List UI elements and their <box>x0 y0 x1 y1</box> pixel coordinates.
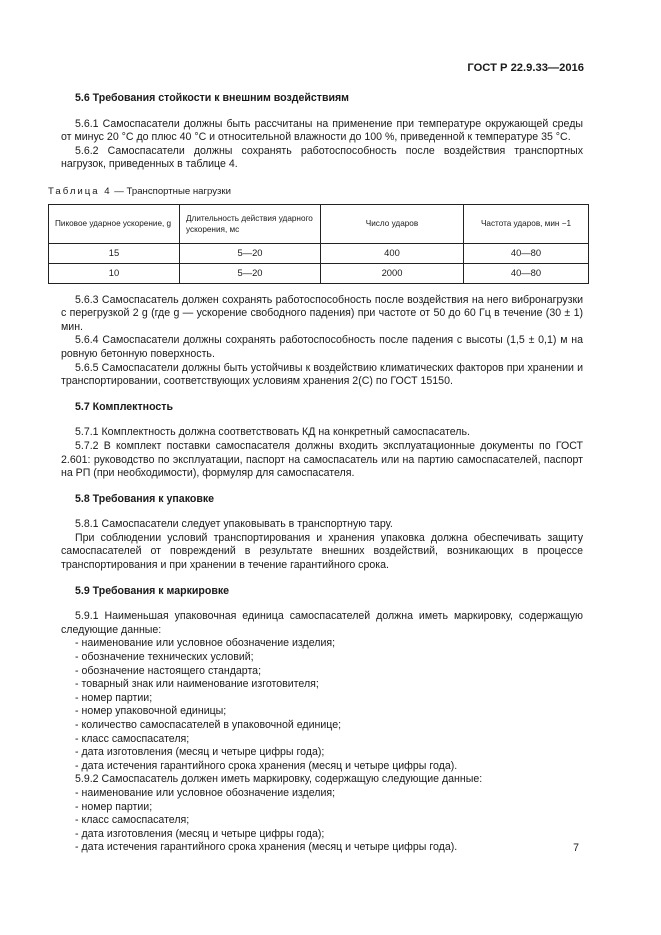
table-cell: 400 <box>321 243 464 263</box>
list-item: - наименование или условное обозначение изделия; <box>75 637 336 650</box>
paragraph-5-6-5: 5.6.5 Самоспасатели должны быть устойчивы к воздействию климатических факторов при хранении и транспортировании, соответствующих условиям хранения 2(С) по ГОСТ 15150. <box>61 361 583 388</box>
table-cell: 5—20 <box>180 243 321 263</box>
table-row <box>49 263 589 283</box>
list-item: - номер упаковочной единицы; <box>75 705 227 718</box>
col-header-impact-count: Число ударов <box>321 204 464 243</box>
paragraph-5-9-1: 5.9.1 Наименьшая упаковочная единица самоспасателей должна иметь маркировку, содержащую следующие данные: <box>61 610 583 636</box>
list-item: - товарный знак или наименование изготовителя; <box>75 678 319 691</box>
marking-list-device <box>75 787 583 855</box>
col-header-peak-acceleration: Пиковое ударное ускорение, g <box>49 204 180 243</box>
paragraph-5-6-1: 5.6.1 Самоспасатели должны быть рассчитаны на применение при температуре окружающей среды от минус 20 °С до плюс 40 °С и относительной влажности до 100 %, приведенной к температуре 35 °С. <box>61 117 583 144</box>
paragraph-5-6-3: 5.6.3 Самоспасатель должен сохранять работоспособность после воздействия на него вибронагрузки с перегрузкой 2 g (где g — ускорение свободного падения) при частоте от 50 до 60 Гц в течение (30 ± 1) мин. <box>61 293 583 333</box>
list-item: - обозначение настоящего стандарта; <box>75 664 262 677</box>
list-item: - дата истечения гарантийного срока хранения (месяц и четыре цифры года). <box>75 841 458 854</box>
table-caption-text: — Транспортные нагрузки <box>111 185 231 197</box>
section-5-6-title: 5.6 Требования стойкости к внешним воздействиям <box>75 92 350 104</box>
page-number: 7 <box>573 842 579 854</box>
list-item: - наименование или условное обозначение изделия; <box>75 786 336 799</box>
table-cell: 10 <box>49 263 180 283</box>
paragraph-5-8-1: 5.8.1 Самоспасатели следует упаковывать в транспортную тару. <box>75 518 393 531</box>
paragraph-5-6-2: 5.6.2 Самоспасатели должны сохранять работоспособность после воздействия транспортных нагрузок, приведенных в таблице 4. <box>61 144 583 171</box>
marking-list-packaging <box>75 637 583 773</box>
list-item: - количество самоспасателей в упаковочной единице; <box>75 719 342 731</box>
table-header-row <box>49 204 589 243</box>
standard-header: ГОСТ Р 22.9.33—2016 <box>467 62 584 74</box>
section-5-7-title: 5.7 Комплектность <box>75 400 173 413</box>
paragraph-5-6-4: 5.6.4 Самоспасатели должны сохранять работоспособность после падения с высоты (1,5 ± 0,1) м на ровную бетонную поверхность. <box>61 334 583 360</box>
paragraph-5-9-2: 5.9.2 Самоспасатель должен иметь маркировку, содержащую следующие данные: <box>75 773 483 786</box>
table-cell: 15 <box>49 243 180 263</box>
list-item: - дата изготовления (месяц и четыре цифры года); <box>75 827 325 840</box>
table-cell: 40—80 <box>464 263 589 283</box>
list-item: - дата истечения гарантийного срока хранения (месяц и четыре цифры года). <box>75 759 458 772</box>
table-caption-label: Таблица 4 <box>48 185 112 197</box>
list-item: - класс самоспасателя; <box>75 814 190 827</box>
table-cell: 40—80 <box>464 243 589 263</box>
list-item: - класс самоспасателя; <box>75 732 190 745</box>
list-item: - обозначение технических условий; <box>75 651 254 664</box>
list-item: - номер партии; <box>75 800 153 813</box>
table-4-caption <box>48 185 583 199</box>
list-item: - номер партии; <box>75 691 153 704</box>
section-5-9-title: 5.9 Требования к маркировке <box>75 584 230 597</box>
col-header-impact-frequency: Частота ударов, мин −1 <box>464 204 589 243</box>
col-header-duration: Длительность действия ударного ускорения, мс <box>180 204 321 243</box>
transport-loads-table <box>48 204 589 284</box>
table-cell: 5—20 <box>180 263 321 283</box>
page-content <box>48 92 583 855</box>
list-item: - дата изготовления (месяц и четыре цифры года); <box>75 746 325 759</box>
table-cell: 2000 <box>321 263 464 283</box>
paragraph-5-8-2: При соблюдении условий транспортирования и хранения упаковка должна обеспечивать защиту самоспасателей от повреждений в результате внешних воздействий, возникающих в процессе транспортирования и при хранении в течение гарантийного срока. <box>61 531 583 572</box>
section-5-8-title: 5.8 Требования к упаковке <box>75 492 215 505</box>
paragraph-5-7-1: 5.7.1 Комплектность должна соответствовать КД на конкретный самоспасатель. <box>75 426 470 439</box>
table-row <box>49 243 589 263</box>
paragraph-5-7-2: 5.7.2 В комплект поставки самоспасателя должны входить эксплуатационные документы по ГОСТ 2.601: руководство по эксплуатации, паспорт на самоспасатель или на партию самоспасателей, паспорт на РП (при необходимости), формуляр для самоспасателя. <box>61 439 583 480</box>
